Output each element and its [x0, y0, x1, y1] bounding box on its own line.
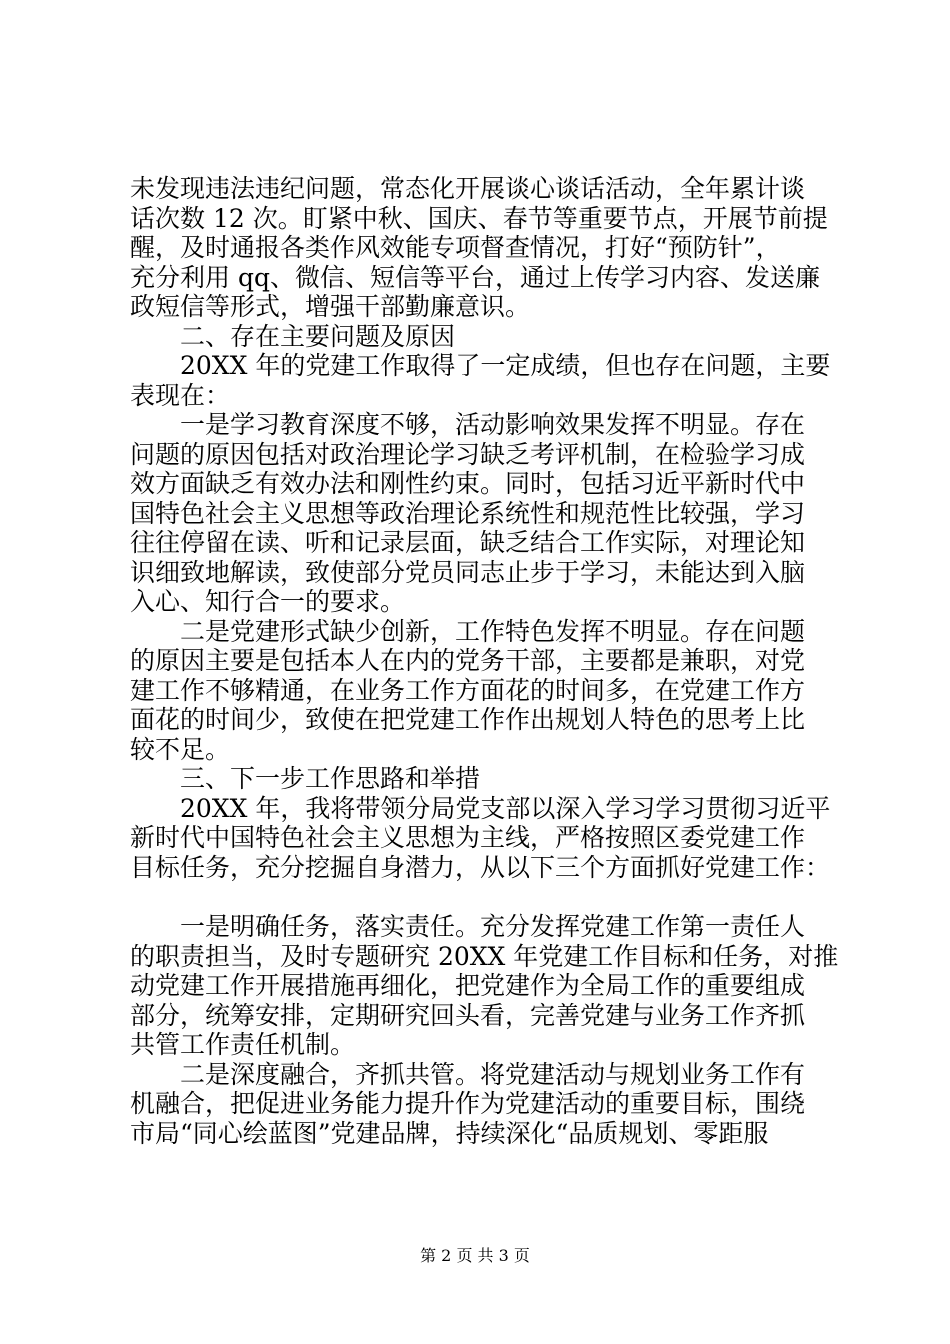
text-line: 新时代中国特色社会主义思想为主线，严格按照区委党建工作 [130, 823, 806, 852]
text-line: 效方面缺乏有效办法和刚性约束。同时，包括习近平新时代中 [130, 469, 806, 498]
text-line: 二是深度融合，齐抓共管。将党建活动与规划业务工作有 [180, 1059, 806, 1089]
document-body [130, 174, 840, 1148]
text-line: 一是明确任务，落实责任。充分发挥党建工作第一责任人 [180, 912, 806, 941]
text-line: 表现在： [130, 380, 231, 410]
text-line: 三、下一步工作思路和举措 [180, 764, 481, 793]
text-line: 20XX 年，我将带领分局党支部以深入学习学习贯彻习近平 [180, 793, 831, 823]
text-line: 国特色社会主义思想等政治理论系统性和规范性比较强，学习 [130, 498, 806, 528]
text-line: 建工作不够精通，在业务工作方面花的时间多，在党建工作方 [130, 675, 806, 705]
text-line: 动党建工作开展措施再细化，把党建作为全局工作的重要组成 [130, 971, 806, 1000]
text-line: 面花的时间少，致使在把党建工作作出规划人特色的思考上比 [130, 705, 806, 734]
text-line: 较不足。 [130, 734, 231, 764]
text-line: 政短信等形式，增强干部勤廉意识。 [130, 292, 531, 321]
text-line: 一是学习教育深度不够，活动影响效果发挥不明显。存在 [180, 410, 806, 439]
text-line: 20XX 年的党建工作取得了一定成绩，但也存在问题，主要 [180, 351, 831, 380]
text-line: 共管工作责任机制。 [130, 1030, 356, 1059]
text-line: 醒，及时通报各类作风效能专项督查情况，打好“预防针”， [130, 233, 781, 262]
text-line: 往往停留在读、听和记录层面，缺乏结合工作实际，对理论知 [130, 528, 806, 557]
text-line: 市局“同心绘蓝图”党建品牌，持续深化“品质规划、零距服 [130, 1118, 769, 1148]
text-line: 机融合，把促进业务能力提升作为党建活动的重要目标，围绕 [130, 1089, 806, 1118]
text-line: 的职责担当，及时专题研究 20XX 年党建工作目标和任务，对推 [130, 941, 839, 971]
text-line: 未发现违法违纪问题，常态化开展谈心谈话活动，全年累计谈 [130, 174, 806, 203]
text-line: 话次数 12 次。盯紧中秋、国庆、春节等重要节点，开展节前提 [130, 203, 828, 233]
text-line: 二、存在主要问题及原因 [180, 321, 456, 351]
page-footer: 第 2 页 共 3 页 [420, 1246, 530, 1265]
text-line: 识细致地解读，致使部分党员同志止步于学习，未能达到入脑 [130, 557, 806, 587]
text-line: 的原因主要是包括本人在内的党务干部，主要都是兼职，对党 [130, 646, 806, 675]
text-line: 入心、知行合一的要求。 [130, 587, 406, 616]
text-line: 目标任务，充分挖掘自身潜力，从以下三个方面抓好党建工作： [130, 852, 831, 882]
text-line: 二是党建形式缺少创新，工作特色发挥不明显。存在问题 [180, 616, 806, 646]
text-line: 部分，统筹安排，定期研究回头看，完善党建与业务工作齐抓 [130, 1000, 806, 1030]
text-line [130, 882, 840, 912]
text-line: 充分利用 qq、微信、短信等平台，通过上传学习内容、发送廉 [130, 262, 820, 292]
text-line: 问题的原因包括对政治理论学习缺乏考评机制，在检验学习成 [130, 439, 806, 469]
